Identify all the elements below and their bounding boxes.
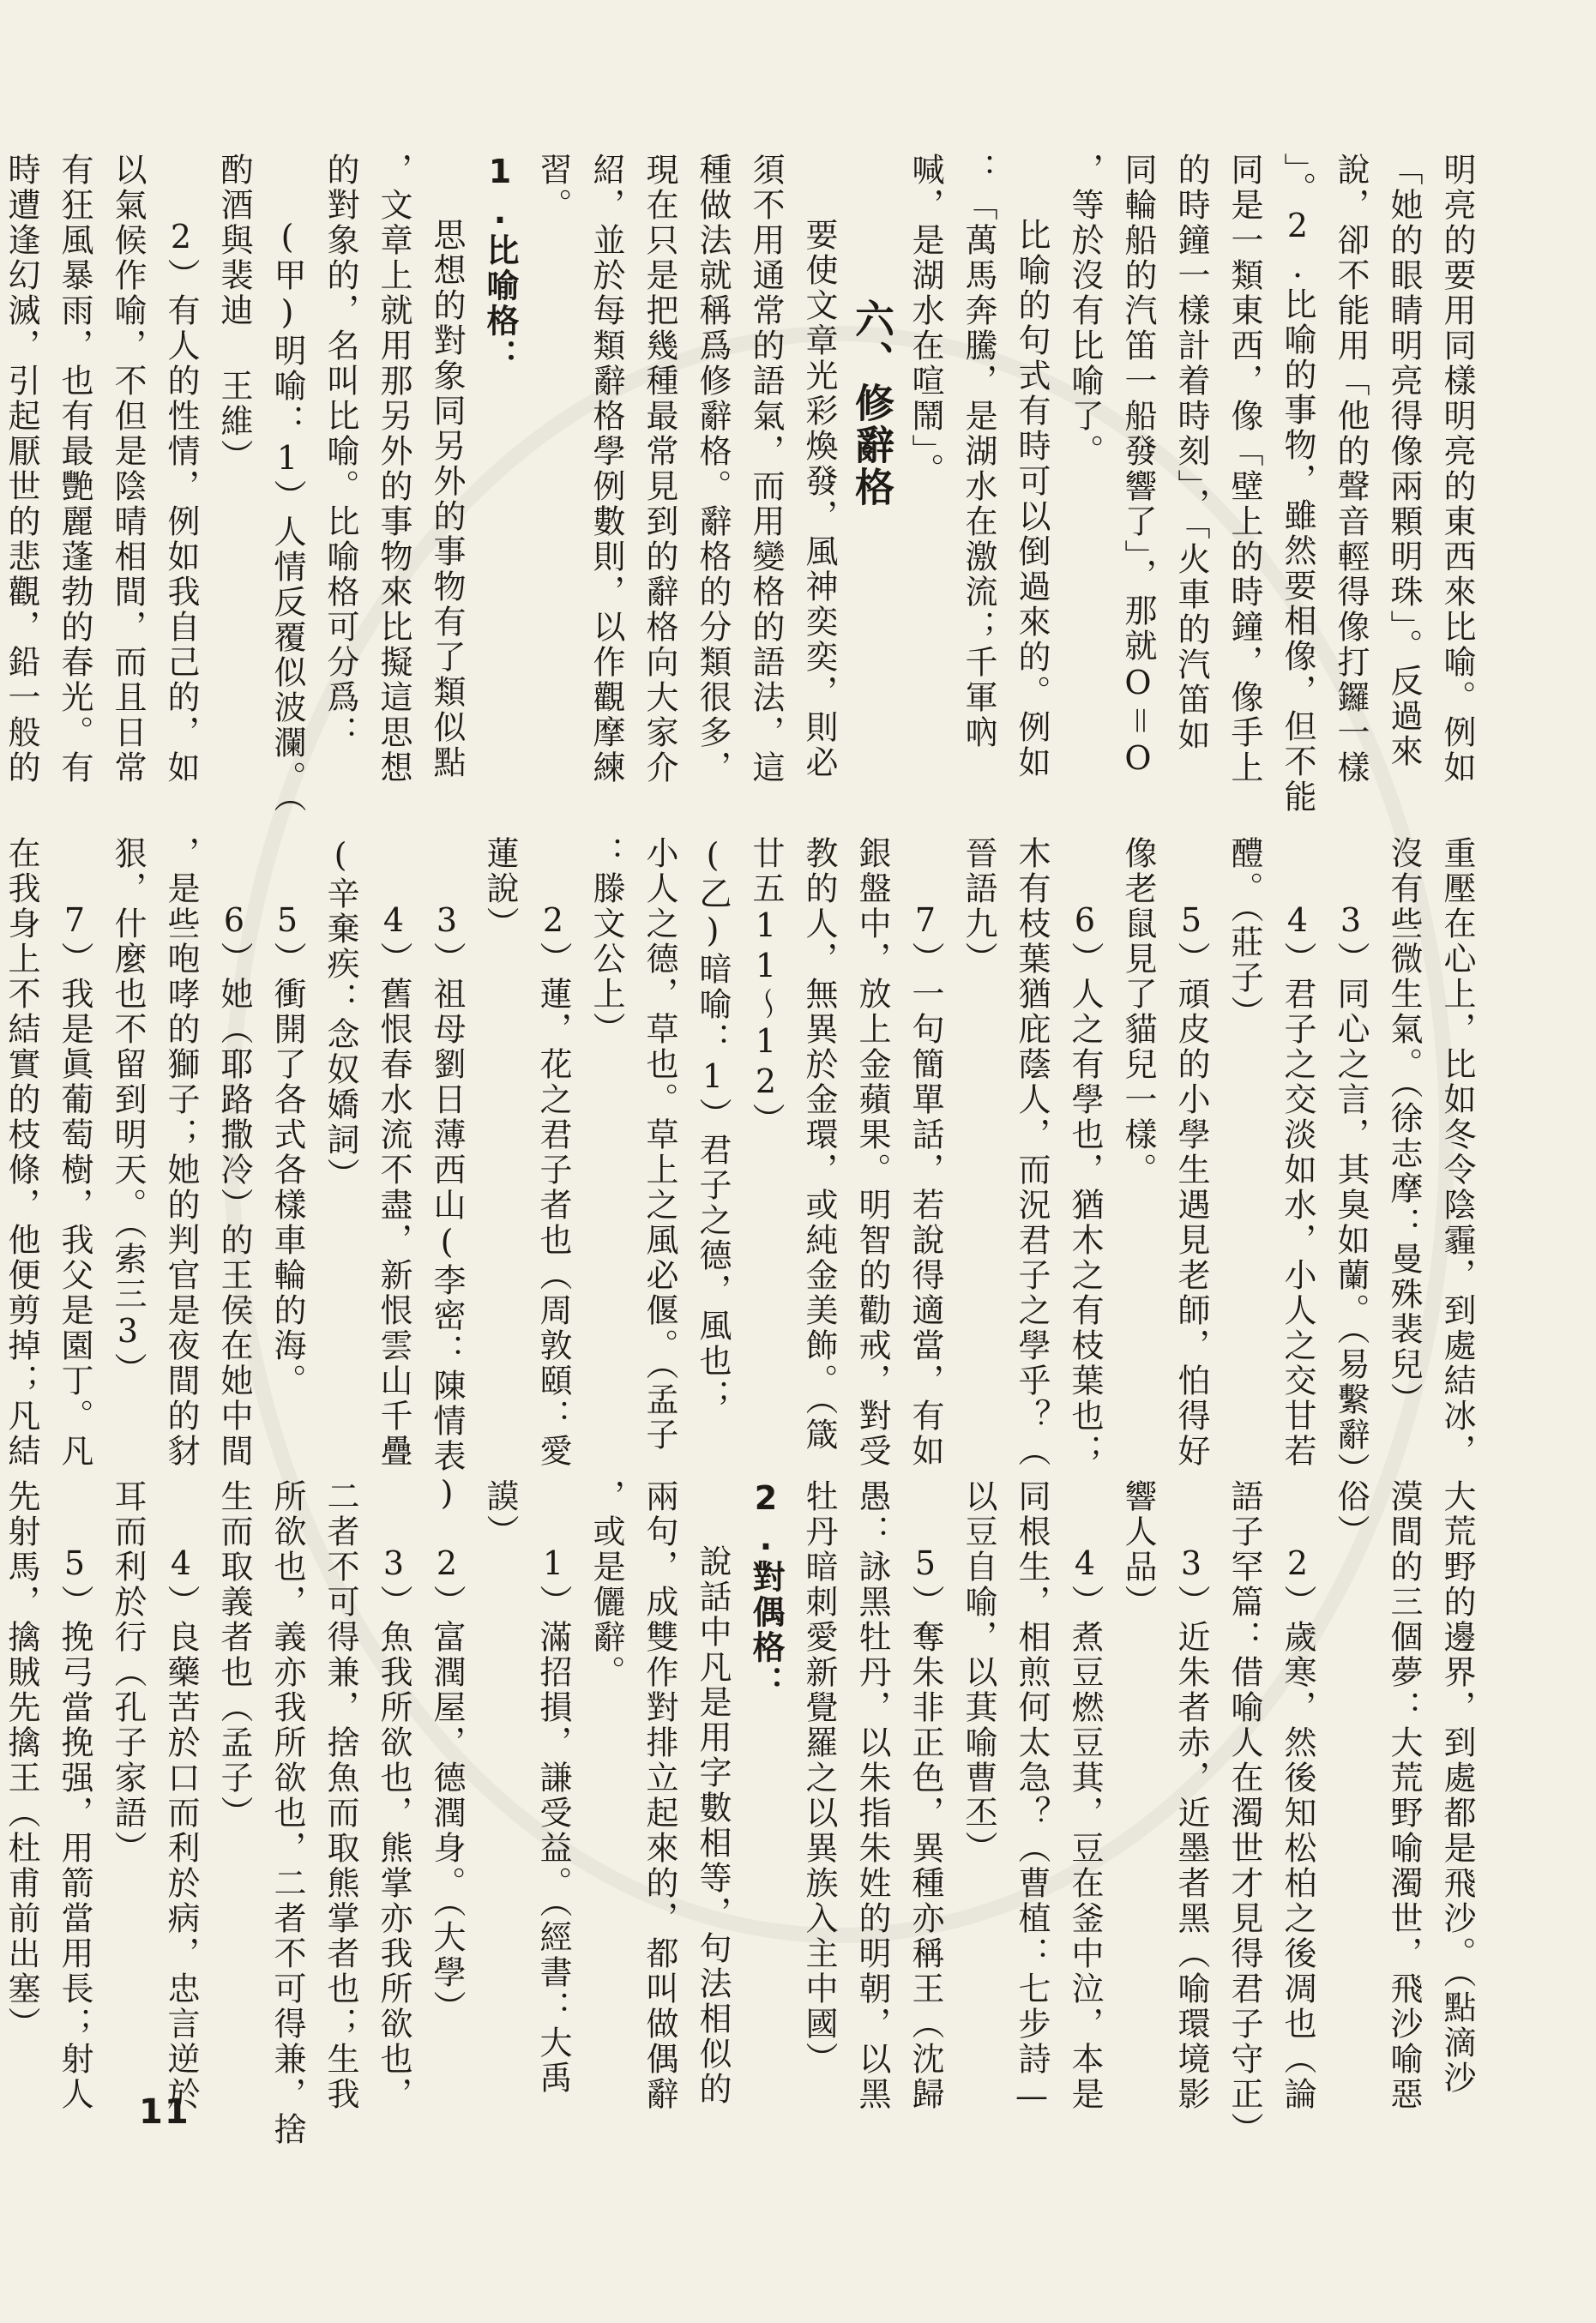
text-column: 以豆自喻，以萁喻曹丕） [960, 1479, 997, 1866]
text-column: 說，卻不能用「他的聲音輕得像打鑼一樣 [1332, 153, 1370, 785]
text-column: 5）奪朱非正色，異種亦稱王（沈歸 [906, 1544, 944, 2112]
text-column: 兩句，成雙作對排立起來的，都叫做偶辭 [641, 1479, 678, 2112]
text-column: 7）我是眞葡萄樹，我父是園丁。凡 [56, 901, 93, 1469]
text-column: 晉語九） [960, 836, 997, 977]
text-column: ，等於沒有比喻了。 [1066, 153, 1104, 469]
text-column: 6）她（耶路撒冷）的王侯在她中間 [215, 901, 253, 1469]
text-column: 生而取義者也（孟子） [215, 1479, 253, 1831]
text-column: 同根生，相煎何太急？（曹植：七步詩— [1013, 1479, 1051, 2117]
article-middle-section [3, 836, 1484, 1556]
text-column: 現在只是把幾種最常見到的辭格向大家介 [641, 153, 678, 785]
text-column: 3）近朱者赤，近墨者黑（喻環境影 [1172, 1544, 1210, 2112]
text-column: 響人品） [1119, 1479, 1157, 1620]
text-column: 的對象的，名叫比喻。比喻格可分爲： [322, 153, 359, 750]
text-column: 沒有些微生氣。（徐志摩：曼殊裴兒） [1385, 836, 1423, 1417]
text-column: 2）蓮，花之君子者也（周敦頤：愛 [534, 901, 572, 1469]
text-column: 在我身上不結實的枝條，他便剪掉；凡結 [3, 836, 40, 1469]
text-column: 4）舊恨春水流不盡，新恨雲山千疊 [375, 901, 413, 1469]
text-column: 重壓在心上，比如冬令陰霾，到處結冰， [1438, 836, 1476, 1469]
text-column: 2）有人的性情，例如我自己的，如 [162, 218, 200, 785]
article-top-section [3, 153, 1484, 821]
text-column: 醴。（莊子） [1226, 836, 1263, 1031]
text-column: 5）挽弓當挽强，用箭當用長；射人 [56, 1544, 93, 2112]
text-column: 明亮的要用同樣明亮的東西來比喻。例如 [1438, 153, 1476, 785]
text-column: 2）富潤屋，德潤身。（大學） [428, 1544, 466, 2025]
text-column: 要使文章光彩煥發，風神奕奕，則必 [800, 218, 838, 780]
text-column: 廿五11～12） [747, 836, 785, 1138]
text-column: 教的人，無異於金環，或純金美飾。（箴 [800, 836, 838, 1453]
page-number: 11 [139, 2092, 190, 2132]
text-column: (乙)暗喻：1）君子之德，風也； [694, 836, 732, 1414]
subsection-heading: 1.比喻格： [481, 153, 519, 374]
text-column: 耳而利於行（孔子家語） [109, 1479, 147, 1866]
text-column: 5）衝開了各式各樣車輪的海。 [268, 901, 306, 1399]
text-column: 漠間的三個夢：大荒野喻濁世，飛沙喻惡 [1385, 1479, 1423, 2112]
text-column: 銀盤中，放上金蘋果。明智的勸戒，對受 [853, 836, 891, 1469]
text-column: 像老鼠見了貓兒一樣。 [1119, 836, 1157, 1188]
text-column: 3）同心之言，其臭如蘭。（易繫辭） [1332, 901, 1370, 1488]
text-column: 狠，什麼也不留到明天。（索三3） [109, 836, 147, 1387]
text-column: 習。 [534, 153, 572, 223]
text-column: (辛棄疾：念奴嬌詞） [322, 836, 359, 1193]
text-column: 3）祖母劉日薄西山(李密：陳情表) [428, 901, 466, 1514]
text-column: 語子罕篇：借喻人在濁世才見得君子守正） [1226, 1479, 1263, 2147]
text-column: 1）滿招損，謙受益。（經書：大禹 [534, 1544, 572, 2096]
text-column: 須不用通常的語氣，而用變格的語法，這 [747, 153, 785, 785]
text-column: 蓮說） [481, 836, 519, 942]
text-column: 二者不可得兼，捨魚而取熊掌者也；生我 [322, 1479, 359, 2112]
text-column: 紹，並於每類辭格學例數則，以作觀摩練 [587, 153, 625, 785]
subsection-heading: 2.對偶格： [747, 1479, 785, 1700]
text-column: 7）一句簡單話，若說得適當，有如 [906, 901, 944, 1469]
text-column: 6）人之有學也，猶木之有枝葉也； [1066, 901, 1104, 1469]
text-column: 愚：詠黑牡丹，以朱指朱姓的明朝，以黑 [853, 1479, 891, 2112]
text-column: 有狂風暴雨，也有最艷麗蓬勃的春光。有 [56, 153, 93, 785]
text-column: 俗） [1332, 1479, 1370, 1550]
text-column: 說話中凡是用字數相等，句法相似的 [694, 1544, 732, 2107]
text-column: 所欲也，義亦我所欲也，二者不可得兼，捨 [268, 1479, 306, 2147]
text-column: 4）君子之交淡如水，小人之交甘若 [1279, 901, 1316, 1469]
text-column: 以氣候作喻，不但是陰晴相間，而且日常 [109, 153, 147, 785]
text-column: 時遭逢幻滅，引起厭世的悲觀，鉛一般的 [3, 153, 40, 785]
article-bottom-section [3, 1479, 1484, 2148]
text-column: 「她的眼睛明亮得像兩顆明珠」。反過來 [1385, 153, 1423, 769]
text-column: 」。2.比喻的事物，雖然要相像，但不能 [1279, 153, 1316, 815]
text-column: 種做法就稱爲修辭格。辭格的分類很多， [694, 153, 732, 785]
text-column: 牡丹暗刺愛新覺羅之以異族入主中國） [800, 1479, 838, 2077]
text-column: ：滕文公上） [587, 836, 625, 1047]
text-column: ：「萬馬奔騰，是湖水在激流；千軍吶 [960, 153, 997, 750]
text-column: 4）煮豆燃豆萁，豆在釜中泣，本是 [1066, 1544, 1104, 2112]
text-column: ，文章上就用那另外的事物來比擬這思想 [375, 153, 413, 785]
text-column: 的時鐘一樣計着時刻」，「火車的汽笛如 [1172, 153, 1210, 753]
text-column: 大荒野的邊界，到處都是飛沙。（點滴沙 [1438, 1479, 1476, 2096]
text-column: 3）魚我所欲也，熊掌亦我所欲也， [375, 1544, 413, 2112]
text-column: 4）良藥苦於口而利於病，忠言逆於 [162, 1544, 200, 2112]
text-column: 比喻的句式有時可以倒過來的。例如 [1013, 218, 1051, 780]
text-column: (甲)明喻：1）人情反覆似波瀾。（ [268, 218, 306, 815]
section-heading: 六、修辭格 [849, 298, 895, 509]
text-column: 先射馬，擒賊先擒王（杜甫前出塞） [3, 1479, 40, 2042]
text-column: 同是一類東西，像「壁上的時鐘，像手上 [1226, 153, 1263, 785]
text-column: 思想的對象同另外的事物有了類似點 [428, 218, 466, 780]
text-column: ，是些咆哮的獅子；她的判官是夜間的豺 [162, 836, 200, 1469]
text-column: 謨） [481, 1479, 519, 1550]
text-column: ，或是儷辭。 [587, 1479, 625, 1690]
text-column: 5）頑皮的小學生遇見老師，怕得好 [1172, 901, 1210, 1469]
text-column: 同輪船的汽笛一船發響了」，那就O＝O [1119, 153, 1157, 779]
text-column: 小人之德，草也。草上之風必偃。（孟子 [641, 836, 678, 1453]
text-column: 喊，是湖水在喧鬧」。 [906, 153, 944, 488]
text-column: 酌酒與裴迪 王維） [215, 153, 253, 474]
text-column: 木有枝葉猶庇蔭人，而況君子之學乎？（ [1013, 836, 1051, 1469]
text-column: 2）歲寒，然後知松柏之後凋也（論 [1279, 1544, 1316, 2112]
